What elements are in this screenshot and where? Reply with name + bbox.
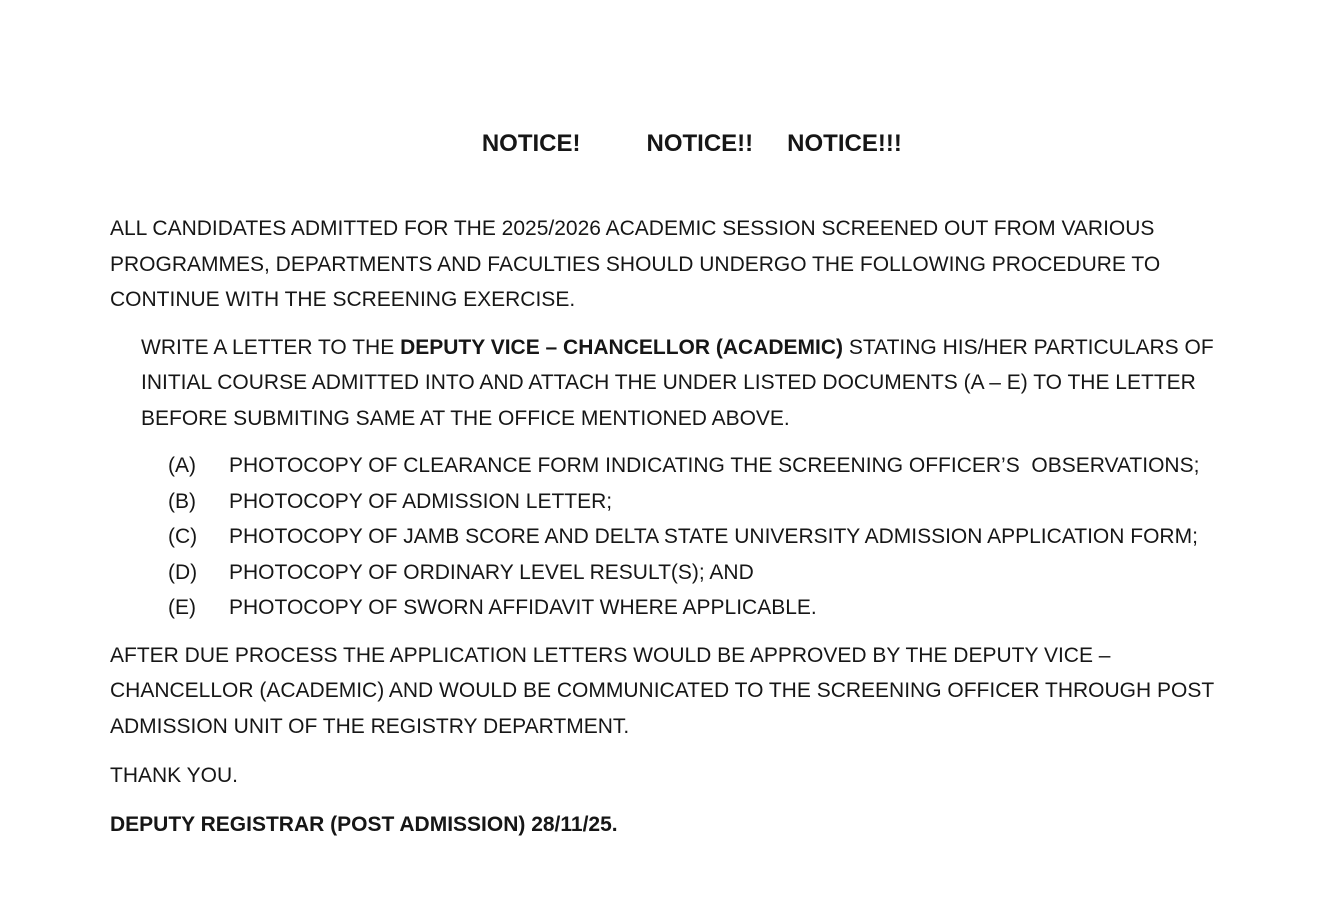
text-segment: INITIAL COURSE ADMITTED INTO AND ATTACH THE UNDER LISTED DOCUMENTS (A – E) TO THE LETTER [141, 371, 1196, 394]
text-segment: STATING HIS/HER PARTICULARS OF [843, 335, 1214, 359]
list-item [168, 519, 1331, 555]
text-line [110, 247, 1331, 283]
list-item-marker: (A) [168, 454, 196, 477]
notice-title [26, 102, 1331, 186]
text-segment: BEFORE SUBMITING SAME AT THE OFFICE MENTIONED ABOVE. [141, 406, 790, 430]
list-item [168, 555, 1331, 591]
text-segment: WRITE A LETTER TO THE [141, 335, 401, 359]
list-item-marker: (C) [168, 525, 198, 548]
list-item [168, 484, 1331, 520]
text-line [110, 673, 1331, 709]
text-line [110, 709, 1331, 745]
list-item-marker: (B) [168, 489, 196, 513]
list-item-marker: (D) [168, 560, 198, 584]
list-item-text: PHOTOCOPY OF ADMISSION LETTER; [229, 489, 613, 513]
text-segment: CHANCELLOR (ACADEMIC) AND WOULD BE COMMUNICATED TO THE SCREENING OFFICER THROUGH POST [110, 679, 1215, 702]
text-line [141, 330, 1331, 366]
text-line [110, 282, 1331, 318]
list-item-text: PHOTOCOPY OF SWORN AFFIDAVIT WHERE APPLICABLE. [229, 596, 817, 619]
list-item-text: PHOTOCOPY OF CLEARANCE FORM INDICATING THE SCREENING OFFICER’S OBSERVATIONS; [229, 454, 1200, 477]
list-item-marker: (E) [168, 596, 196, 619]
text-segment: ADMISSION UNIT OF THE REGISTRY DEPARTMENT. [110, 714, 630, 738]
instruction-paragraph [141, 330, 1331, 437]
list-item-text: PHOTOCOPY OF ORDINARY LEVEL RESULT(S); AND [229, 560, 754, 584]
text-line [141, 401, 1331, 437]
list-item-text: PHOTOCOPY OF JAMB SCORE AND DELTA STATE UNIVERSITY ADMISSION APPLICATION FORM; [229, 525, 1198, 548]
list-item [168, 590, 1331, 626]
signoff-line: DEPUTY REGISTRAR (POST ADMISSION) 28/11/25. [110, 812, 618, 836]
text-segment: AFTER DUE PROCESS THE APPLICATION LETTERS WOULD BE APPROVED BY THE DEPUTY VICE – [110, 643, 1111, 667]
notice-title-part-3: NOTICE!!! [787, 130, 902, 157]
text-segment: PROGRAMMES, DEPARTMENTS AND FACULTIES SHOULD UNDERGO THE FOLLOWING PROCEDURE TO [110, 252, 1161, 276]
notice-title-part-1: NOTICE! [481, 130, 581, 157]
text-line [110, 638, 1331, 674]
approval-paragraph [110, 638, 1331, 745]
intro-paragraph [110, 211, 1331, 318]
bold-text-segment: DEPUTY VICE – CHANCELLOR (ACADEMIC) [400, 335, 844, 359]
notice-document [0, 102, 1331, 914]
thank-you-line: THANK YOU. [110, 764, 238, 787]
notice-title-part-2: NOTICE!! [646, 130, 754, 157]
required-documents-list [168, 448, 1331, 626]
list-item [168, 448, 1331, 484]
text-segment: ALL CANDIDATES ADMITTED FOR THE 2025/2026 ACADEMIC SESSION SCREENED OUT FROM VARIOUS [110, 217, 1155, 240]
text-line [110, 211, 1331, 247]
text-segment: CONTINUE WITH THE SCREENING EXERCISE. [110, 288, 576, 311]
text-line [141, 365, 1331, 401]
